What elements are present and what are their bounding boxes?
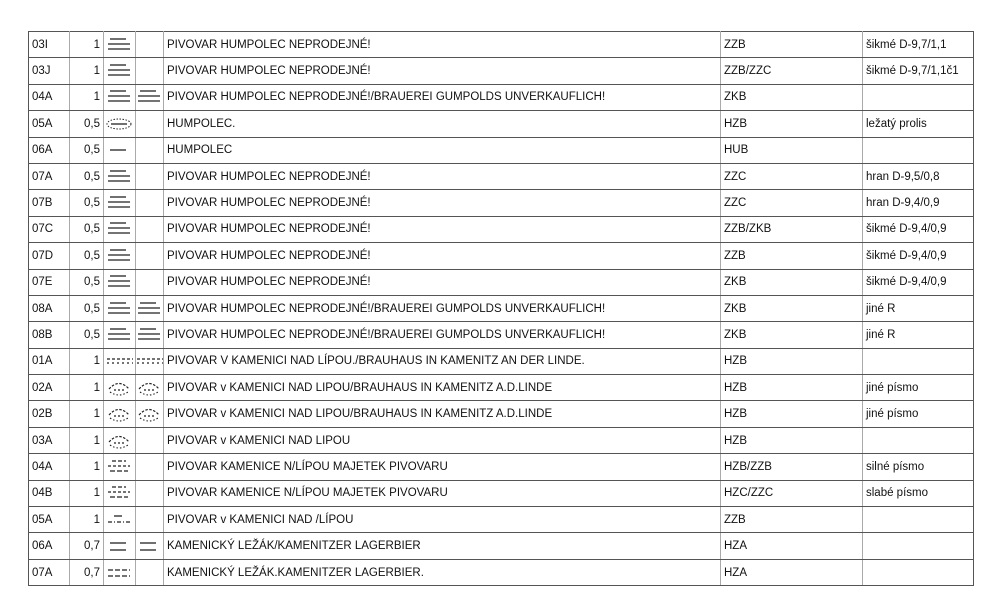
row-quantity: 1 xyxy=(70,348,104,374)
marking-arc-icon xyxy=(136,405,164,423)
table-row xyxy=(29,348,974,374)
row-type: ZZB xyxy=(721,507,863,533)
table-row xyxy=(29,454,974,480)
row-note xyxy=(863,533,974,559)
row-note: jiné písmo xyxy=(863,401,974,427)
row-quantity: 0,5 xyxy=(70,322,104,348)
table-row xyxy=(29,322,974,348)
table-row xyxy=(29,269,974,295)
row-note: šikmé D-9,7/1,1č1 xyxy=(863,58,974,84)
row-type: HZB xyxy=(721,427,863,453)
row-marking-m2 xyxy=(136,375,164,401)
row-marking-m2 xyxy=(136,454,164,480)
row-marking-m2 xyxy=(136,32,164,58)
row-type: HZA xyxy=(721,533,863,559)
row-type: ZZB xyxy=(721,243,863,269)
row-marking-m1 xyxy=(104,427,136,453)
row-quantity: 0,5 xyxy=(70,216,104,242)
row-type: HZB/ZZB xyxy=(721,454,863,480)
row-marking-m2 xyxy=(136,58,164,84)
row-marking-m1 xyxy=(104,401,136,427)
marking-lines3-icon xyxy=(106,62,134,80)
marking-oval-icon xyxy=(106,115,134,133)
row-inscription: PIVOVAR v KAMENICI NAD /LÍPOU xyxy=(164,507,721,533)
row-marking-m1 xyxy=(104,84,136,110)
table-row xyxy=(29,480,974,506)
row-marking-m2 xyxy=(136,427,164,453)
row-inscription: PIVOVAR HUMPOLEC NEPRODEJNÉ! xyxy=(164,243,721,269)
marking-line1-icon xyxy=(106,141,134,159)
row-marking-m2 xyxy=(136,269,164,295)
row-marking-m1 xyxy=(104,216,136,242)
row-quantity: 0,5 xyxy=(70,269,104,295)
marking-lines2-icon xyxy=(106,537,134,555)
row-code: 02A xyxy=(29,375,70,401)
row-code: 04B xyxy=(29,480,70,506)
row-note xyxy=(863,507,974,533)
row-marking-m2 xyxy=(136,84,164,110)
row-note: hran D-9,5/0,8 xyxy=(863,163,974,189)
row-marking-m2 xyxy=(136,401,164,427)
row-marking-m1 xyxy=(104,295,136,321)
row-note: šikmé D-9,4/0,9 xyxy=(863,269,974,295)
row-type: HZB xyxy=(721,375,863,401)
row-code: 07A xyxy=(29,163,70,189)
row-code: 05A xyxy=(29,507,70,533)
row-quantity: 0,5 xyxy=(70,137,104,163)
marking-lines3-icon xyxy=(106,36,134,54)
row-code: 02B xyxy=(29,401,70,427)
row-code: 07D xyxy=(29,243,70,269)
row-inscription: PIVOVAR HUMPOLEC NEPRODEJNÉ! xyxy=(164,32,721,58)
row-marking-m1 xyxy=(104,322,136,348)
row-type: ZZC xyxy=(721,190,863,216)
table-row xyxy=(29,533,974,559)
row-marking-m2 xyxy=(136,507,164,533)
row-type: ZKB xyxy=(721,322,863,348)
row-quantity: 0,5 xyxy=(70,243,104,269)
row-note: silné písmo xyxy=(863,454,974,480)
row-marking-m1 xyxy=(104,348,136,374)
row-marking-m1 xyxy=(104,111,136,137)
marking-dashdot-icon xyxy=(106,511,134,529)
row-type: ZKB xyxy=(721,295,863,321)
row-marking-m1 xyxy=(104,559,136,585)
row-marking-m1 xyxy=(104,533,136,559)
row-marking-m2 xyxy=(136,559,164,585)
row-quantity: 1 xyxy=(70,480,104,506)
row-code: 03J xyxy=(29,58,70,84)
table-row xyxy=(29,32,974,58)
marking-dash2-icon xyxy=(106,564,134,582)
row-type: ZZB/ZKB xyxy=(721,216,863,242)
row-code: 07A xyxy=(29,559,70,585)
row-inscription: HUMPOLEC xyxy=(164,137,721,163)
row-marking-m1 xyxy=(104,190,136,216)
row-marking-m2 xyxy=(136,163,164,189)
row-inscription: PIVOVAR HUMPOLEC NEPRODEJNÉ! xyxy=(164,269,721,295)
row-note xyxy=(863,84,974,110)
marking-dash3-icon xyxy=(106,484,134,502)
marking-lines3-icon xyxy=(106,194,134,212)
row-note xyxy=(863,137,974,163)
marking-lines3-icon xyxy=(136,300,164,318)
row-type: HZB xyxy=(721,348,863,374)
row-inscription: KAMENICKÝ LEŽÁK.KAMENITZER LAGERBIER. xyxy=(164,559,721,585)
row-code: 04A xyxy=(29,454,70,480)
row-inscription: PIVOVAR v KAMENICI NAD LIPOU/BRAUHAUS IN KAMENITZ A.D.LINDE xyxy=(164,375,721,401)
row-note xyxy=(863,348,974,374)
row-marking-m1 xyxy=(104,137,136,163)
row-code: 03I xyxy=(29,32,70,58)
row-note xyxy=(863,559,974,585)
row-inscription: PIVOVAR v KAMENICI NAD LIPOU xyxy=(164,427,721,453)
row-quantity: 1 xyxy=(70,427,104,453)
row-code: 08B xyxy=(29,322,70,348)
row-inscription: KAMENICKÝ LEŽÁK/KAMENITZER LAGERBIER xyxy=(164,533,721,559)
row-inscription: PIVOVAR HUMPOLEC NEPRODEJNÉ! xyxy=(164,190,721,216)
row-marking-m2 xyxy=(136,348,164,374)
row-marking-m1 xyxy=(104,454,136,480)
row-type: HZC/ZZC xyxy=(721,480,863,506)
row-code: 06A xyxy=(29,533,70,559)
row-inscription: PIVOVAR V KAMENICI NAD LÍPOU./BRAUHAUS IN KAMENITZ AN DER LINDE. xyxy=(164,348,721,374)
row-marking-m2 xyxy=(136,137,164,163)
row-inscription: PIVOVAR v KAMENICI NAD LIPOU/BRAUHAUS IN KAMENITZ A.D.LINDE xyxy=(164,401,721,427)
row-marking-m1 xyxy=(104,480,136,506)
row-quantity: 0,5 xyxy=(70,111,104,137)
marking-lines2-icon xyxy=(136,537,164,555)
marking-lines3-icon xyxy=(106,247,134,265)
marking-arc-icon xyxy=(106,379,134,397)
row-marking-m1 xyxy=(104,32,136,58)
row-type: HZB xyxy=(721,401,863,427)
row-inscription: PIVOVAR HUMPOLEC NEPRODEJNÉ! xyxy=(164,163,721,189)
row-note: jiné písmo xyxy=(863,375,974,401)
marking-lines3-icon xyxy=(106,88,134,106)
row-code: 08A xyxy=(29,295,70,321)
row-marking-m1 xyxy=(104,58,136,84)
row-inscription: HUMPOLEC. xyxy=(164,111,721,137)
table-row xyxy=(29,559,974,585)
marking-lines3-icon xyxy=(106,326,134,344)
row-type: HUB xyxy=(721,137,863,163)
row-marking-m1 xyxy=(104,375,136,401)
table-row xyxy=(29,295,974,321)
row-note: hran D-9,4/0,9 xyxy=(863,190,974,216)
row-marking-m1 xyxy=(104,507,136,533)
row-inscription: PIVOVAR HUMPOLEC NEPRODEJNÉ! xyxy=(164,58,721,84)
row-quantity: 0,5 xyxy=(70,295,104,321)
marking-dashed-icon xyxy=(106,352,134,370)
row-quantity: 1 xyxy=(70,454,104,480)
row-inscription: PIVOVAR HUMPOLEC NEPRODEJNÉ!/BRAUEREI GUMPOLDS UNVERKAUFLICH! xyxy=(164,295,721,321)
table-row xyxy=(29,190,974,216)
row-note: slabé písmo xyxy=(863,480,974,506)
marking-lines3-icon xyxy=(106,300,134,318)
row-inscription: PIVOVAR HUMPOLEC NEPRODEJNÉ!/BRAUEREI GUMPOLDS UNVERKAUFLICH! xyxy=(164,84,721,110)
row-note: ležatý prolis xyxy=(863,111,974,137)
row-note: šikmé D-9,7/1,1 xyxy=(863,32,974,58)
row-code: 04A xyxy=(29,84,70,110)
marking-arc-icon xyxy=(136,379,164,397)
table-row xyxy=(29,84,974,110)
marking-dash3-icon xyxy=(106,458,134,476)
marking-dashed-icon xyxy=(136,352,164,370)
table-row xyxy=(29,243,974,269)
table-row xyxy=(29,216,974,242)
row-code: 07E xyxy=(29,269,70,295)
row-quantity: 1 xyxy=(70,58,104,84)
row-code: 05A xyxy=(29,111,70,137)
marking-lines3-icon xyxy=(106,168,134,186)
row-type: ZKB xyxy=(721,84,863,110)
row-marking-m2 xyxy=(136,243,164,269)
row-quantity: 1 xyxy=(70,401,104,427)
row-quantity: 1 xyxy=(70,375,104,401)
marking-lines3-icon xyxy=(136,88,164,106)
row-quantity: 0,7 xyxy=(70,533,104,559)
row-marking-m2 xyxy=(136,216,164,242)
table-row xyxy=(29,58,974,84)
row-quantity: 1 xyxy=(70,84,104,110)
row-quantity: 1 xyxy=(70,507,104,533)
marking-lines3-icon xyxy=(106,273,134,291)
row-note xyxy=(863,427,974,453)
row-inscription: PIVOVAR HUMPOLEC NEPRODEJNÉ!/BRAUEREI GUMPOLDS UNVERKAUFLICH! xyxy=(164,322,721,348)
table-row xyxy=(29,137,974,163)
row-code: 07B xyxy=(29,190,70,216)
table-row xyxy=(29,163,974,189)
row-code: 01A xyxy=(29,348,70,374)
row-type: ZKB xyxy=(721,269,863,295)
table-row xyxy=(29,507,974,533)
marking-lines3-icon xyxy=(136,326,164,344)
row-type: ZZC xyxy=(721,163,863,189)
marking-lines3-icon xyxy=(106,220,134,238)
row-type: HZB xyxy=(721,111,863,137)
marking-arc-icon xyxy=(106,432,134,450)
row-marking-m2 xyxy=(136,322,164,348)
row-quantity: 0,7 xyxy=(70,559,104,585)
row-marking-m2 xyxy=(136,480,164,506)
row-code: 03A xyxy=(29,427,70,453)
row-inscription: PIVOVAR KAMENICE N/LÍPOU MAJETEK PIVOVARU xyxy=(164,480,721,506)
beer-label-register-table xyxy=(28,31,974,586)
row-quantity: 1 xyxy=(70,32,104,58)
row-marking-m1 xyxy=(104,269,136,295)
row-note: jiné R xyxy=(863,322,974,348)
row-marking-m2 xyxy=(136,111,164,137)
row-code: 06A xyxy=(29,137,70,163)
table-row xyxy=(29,427,974,453)
table-row xyxy=(29,111,974,137)
row-marking-m2 xyxy=(136,190,164,216)
row-marking-m2 xyxy=(136,533,164,559)
table-row xyxy=(29,375,974,401)
row-marking-m1 xyxy=(104,163,136,189)
row-type: ZZB/ZZC xyxy=(721,58,863,84)
marking-arc-icon xyxy=(106,405,134,423)
row-note: šikmé D-9,4/0,9 xyxy=(863,216,974,242)
row-code: 07C xyxy=(29,216,70,242)
row-marking-m1 xyxy=(104,243,136,269)
row-type: HZA xyxy=(721,559,863,585)
table-row xyxy=(29,401,974,427)
row-inscription: PIVOVAR HUMPOLEC NEPRODEJNÉ! xyxy=(164,216,721,242)
row-type: ZZB xyxy=(721,32,863,58)
row-inscription: PIVOVAR KAMENICE N/LÍPOU MAJETEK PIVOVARU xyxy=(164,454,721,480)
row-note: jiné R xyxy=(863,295,974,321)
row-quantity: 0,5 xyxy=(70,163,104,189)
row-marking-m2 xyxy=(136,295,164,321)
row-quantity: 0,5 xyxy=(70,190,104,216)
row-note: šikmé D-9,4/0,9 xyxy=(863,243,974,269)
